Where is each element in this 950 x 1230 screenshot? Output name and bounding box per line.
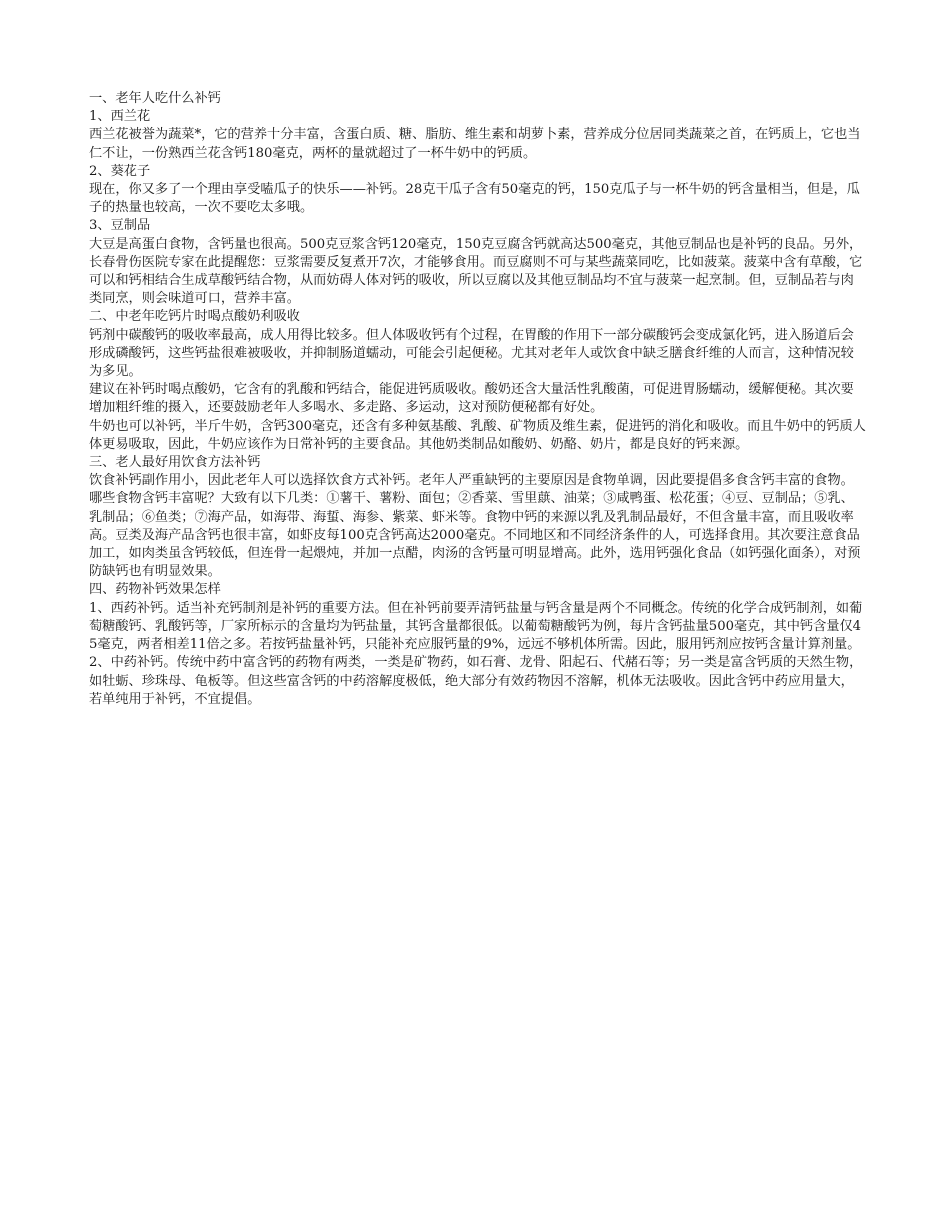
subheading-broccoli: 1、西兰花 xyxy=(89,109,151,125)
subheading-soy-products: 3、豆制品 xyxy=(89,218,151,234)
section-heading-elderly-calcium-foods: 一、老年人吃什么补钙 xyxy=(89,91,221,106)
paragraph-western-medicine: 1、西药补钙。适当补充钙制剂是补钙的重要方法。但在补钙前要弄清钙盐量与钙含量是两个不同概念。传统的化学合成钙制剂，如葡萄糖酸钙、乳酸钙等，厂家所标示的含量均为钙盐量，其钙含量都很低。以葡萄糖酸钙为例，每片含钙盐量500毫克，其中钙含量仅45毫克，两者相差11倍之多。若按钙盐量补钙，只能补充应服钙量的9%，远远不够机体所需。因此，服用钙剂应按钙含量计算剂量。 xyxy=(89,600,863,653)
paragraph-milk: 牛奶也可以补钙，半斤牛奶，含钙300毫克，还含有多种氨基酸、乳酸、矿物质及维生素，促进钙的消化和吸收。而且牛奶中的钙质人体更易吸取，因此，牛奶应该作为日常补钙的主要食品。其他奶类制品如酸奶、奶酪、奶片，都是良好的钙来源。 xyxy=(89,418,866,452)
paragraph-yogurt-advice: 建议在补钙时喝点酸奶，它含有的乳酸和钙结合，能促进钙质吸收。酸奶还含大量活性乳酸菌，可促进胃肠蠕动，缓解便秘。其次要增加粗纤维的摄入，还要鼓励老年人多喝水、多走路、多运动，这对预防便秘都有好处。 xyxy=(89,382,854,416)
paragraph-soy-products: 大豆是高蛋白食物，含钙量也很高。500克豆浆含钙120毫克，150克豆腐含钙就高达500毫克，其他豆制品也是补钙的良品。另外，长春骨伤医院专家在此提醒您：豆浆需要反复煮开7次，才能够食用。而豆腐则不可与某些蔬菜同吃，比如菠菜。菠菜中含有草酸，它可以和钙相结合生成草酸钙结合物，从而妨碍人体对钙的吸收，所以豆腐以及其他豆制品均不宜与菠菜一起烹制。但，豆制品若与肉类同烹，则会味道可口，营养丰富。 xyxy=(89,236,863,307)
paragraph-calcium-rich-foods: 哪些食物含钙丰富呢？大致有以下几类：①薯干、薯粉、面包；②香菜、雪里蕻、油菜；③咸鸭蛋、松花蛋；④豆、豆制品；⑤乳、乳制品；⑥鱼类；⑦海产品，如海带、海蜇、海参、紫菜、虾米等。食物中钙的来源以乳及乳制品最好，不但含量丰富，而且吸收率高。豆类及海产品含钙也很丰富，如虾皮每100克含钙高达2000毫克。不同地区和不同经济条件的人，可选择食用。其次要注意食品加工，如肉类虽含钙较低，但连骨一起煨炖，并加一点醋，肉汤的含钙量可明显增高。此外，选用钙强化食品（如钙强化面条），对预防缺钙也有明显效果。 xyxy=(89,491,861,580)
subheading-sunflower-seeds: 2、葵花子 xyxy=(89,163,151,179)
paragraph-diet-intro: 饮食补钙副作用小，因此老年人可以选择饮食方式补钙。老年人严重缺钙的主要原因是食物单调，因此要提倡多食含钙丰富的食物。 xyxy=(89,473,854,489)
section-heading-yogurt-absorption: 二、中老年吃钙片时喝点酸奶利吸收 xyxy=(89,309,300,325)
paragraph-calcium-carbonate: 钙剂中碳酸钙的吸收率最高，成人用得比较多。但人体吸收钙有个过程，在胃酸的作用下一部分碳酸钙会变成氯化钙，进入肠道后会形成磷酸钙，这些钙盐很难被吸收，并抑制肠道蠕动，可能会引起便秘。尤其对老年人或饮食中缺乏膳食纤维的人而言，这种情况较为多见。 xyxy=(89,327,854,380)
paragraph-chinese-medicine: 2、中药补钙。传统中药中富含钙的药物有两类，一类是矿物药，如石膏、龙骨、阳起石、代赭石等；另一类是富含钙质的天然生物，如牡蛎、珍珠母、龟板等。但这些富含钙的中药溶解度极低，绝大部分有效药物因不溶解，机体无法吸收。因此含钙中药应用量大，若单纯用于补钙，不宜提倡。 xyxy=(89,655,863,707)
document-body xyxy=(89,90,867,709)
section-heading-diet-method: 三、老人最好用饮食方法补钙 xyxy=(89,455,261,471)
paragraph-broccoli: 西兰花被誉为蔬菜*，它的营养十分丰富，含蛋白质、糖、脂肪、维生素和胡萝卜素，营养成分位居同类蔬菜之首，在钙质上，它也当仁不让，一份熟西兰花含钙180毫克，两杯的量就超过了一杯牛奶中的钙质。 xyxy=(89,127,861,161)
section-heading-medication: 四、药物补钙效果怎样 xyxy=(89,582,221,598)
paragraph-sunflower-seeds: 现在，你又多了一个理由享受嗑瓜子的快乐——补钙。28克干瓜子含有50毫克的钙，150克瓜子与一杯牛奶的钙含量相当，但是，瓜子的热量也较高，一次不要吃太多哦。 xyxy=(89,182,860,216)
